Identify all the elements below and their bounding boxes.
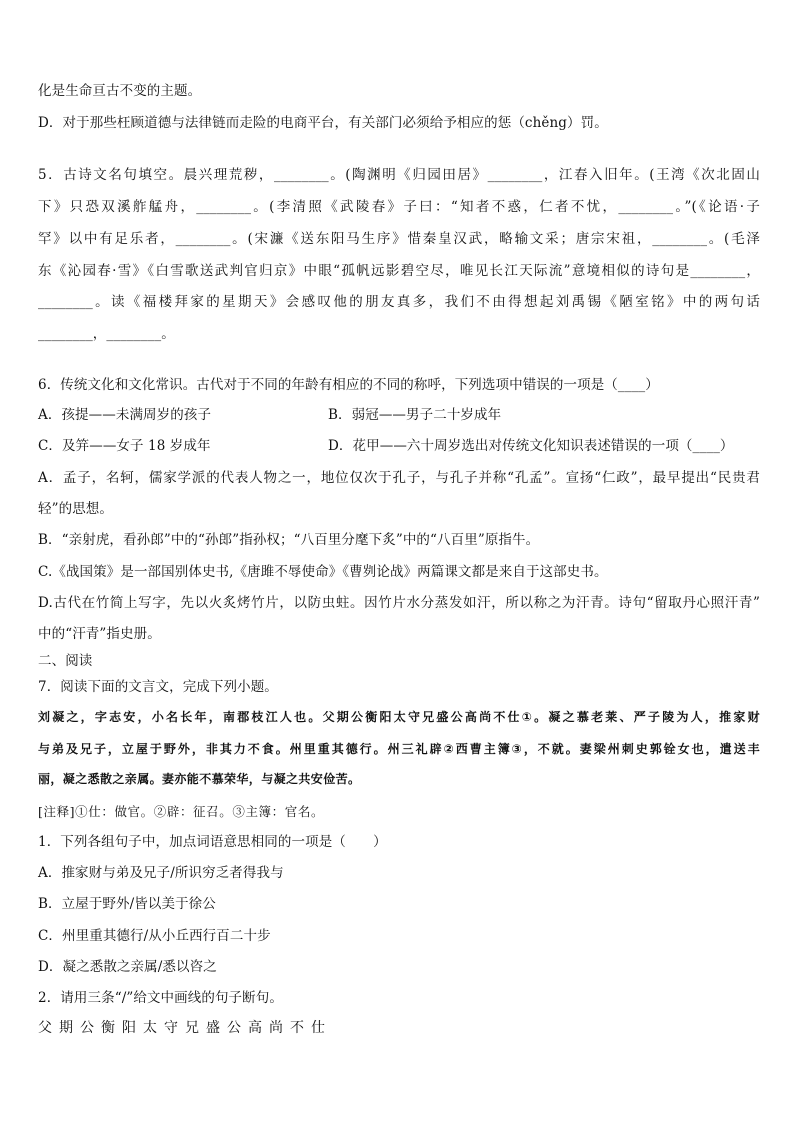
option-d: D．花甲——六十周岁选出对传统文化知识表述错误的一项（____） bbox=[328, 438, 734, 454]
sub-question-1-option-c: C．州里重其德行/从小丘西行百二十步 bbox=[38, 928, 271, 944]
question-7-stem: 7．阅读下面的文言文，完成下列小题。 bbox=[38, 679, 278, 695]
option-b: B．弱冠——男子二十岁成年 bbox=[328, 407, 502, 423]
text-line: 化是生命亘古不变的主题。 bbox=[38, 83, 202, 99]
section-heading: 二、阅读 bbox=[38, 653, 93, 669]
question-6-options-row-2 bbox=[38, 437, 760, 455]
sub-question-1-option-b: B．立屋于野外/皆以美于徐公 bbox=[38, 896, 216, 912]
question-5-line-3: 罕》以中有足乐者，________。(宋濂《送东阳马生序》惜秦皇汉武，略输文采；唐宗宋祖，________。(毛泽 bbox=[38, 231, 760, 247]
question-6-option-a-line-2: 轻”的思想。 bbox=[38, 501, 114, 517]
sentence-to-punctuate: 父期公衡阳太守兄盛公高尚不仕 bbox=[38, 1020, 332, 1036]
question-6-options-row-1 bbox=[38, 406, 760, 424]
question-6-option-c: C.《战国策》是一部国别体史书,《唐雎不辱使命》《曹刿论战》两篇课文都是来自于这部史书。 bbox=[38, 564, 608, 580]
question-5-line-6: ________，________。 bbox=[38, 326, 175, 342]
question-5-line-2: 下》只恐双溪舴艋舟，________。(李清照《武陵春》子曰：“知者不惑，仁者不忧，________。”(《论语·子 bbox=[38, 199, 760, 215]
question-6-stem: 6．传统文化和文化常识。古代对于不同的年龄有相应的不同的称呼，下列选项中错误的一项是（____） bbox=[38, 377, 659, 393]
classical-text-line-3: 丽，凝之悉散之亲属。妻亦能不慕荣华，与凝之共安俭苦。 bbox=[38, 772, 361, 786]
question-6-option-a-line-1: A．孟子，名轲，儒家学派的代表人物之一，地位仅次于孔子，与孔子并称“孔孟”。宣扬“仁政”，最早提出“民贵君 bbox=[38, 470, 760, 486]
sub-question-1-option-d: D．凝之悉散之亲属/悉以咨之 bbox=[38, 959, 217, 975]
question-6-option-d-line-2: 中的“汗青”指史册。 bbox=[38, 626, 161, 642]
sub-question-2: 2．请用三条“/”给文中画线的句子断句。 bbox=[38, 990, 283, 1006]
classical-text-line-1: 刘凝之，字志安，小名长年，南郡枝江人也。父期公衡阳太守兄盛公高尚不仕①。凝之慕老莱、严子陵为人，推家财 bbox=[38, 710, 760, 724]
question-5-line-1: 5．古诗文名句填空。晨兴理荒秽，________。(陶渊明《归园田居》________，江春入旧年。(王湾《次北固山 bbox=[38, 167, 760, 183]
question-6-option-d-line-1: D.古代在竹简上写字，先以火炙烤竹片，以防虫蛀。因竹片水分蒸发如汗，所以称之为汗青。诗句“留取丹心照汗青” bbox=[38, 595, 760, 611]
sub-question-1: 1．下列各组句子中，加点词语意思相同的一项是（ ） bbox=[38, 834, 387, 850]
option-a: A．孩提——未满周岁的孩子 bbox=[38, 407, 212, 423]
sub-question-1-option-a: A．推家财与弟及兄子/所识穷乏者得我与 bbox=[38, 865, 284, 881]
question-5-line-4: 东《沁园春·雪》《白雪歌送武判官归京》中眼“孤帆远影碧空尽，唯见长江天际流”意境相似的诗句是________， bbox=[38, 263, 760, 279]
question-5-line-5: ________。读《福楼拜家的星期天》会感叹他的朋友真多，我们不由得想起刘禹锡《陋室铭》中的两句话 bbox=[38, 294, 760, 310]
option-d-line: D．对于那些枉顾道德与法律链而走险的电商平台，有关部门必须给予相应的惩（chěng）罚。 bbox=[38, 115, 608, 131]
question-6-option-b: B．“亲射虎，看孙郎”中的“孙郎”指孙权；“八百里分麾下炙”中的“八百里”原指牛。 bbox=[38, 532, 540, 548]
option-c: C．及笄——女子 18 岁成年 bbox=[38, 438, 211, 454]
classical-text-line-2: 与弟及兄子，立屋于野外，非其力不食。州里重其德行。州三礼辟②西曹主簿③，不就。妻梁州刺史郭铨女也，遣送丰 bbox=[38, 742, 760, 756]
annotation-note: [注释]①仕：做官。②辟：征召。③主簿：官名。 bbox=[38, 804, 325, 819]
